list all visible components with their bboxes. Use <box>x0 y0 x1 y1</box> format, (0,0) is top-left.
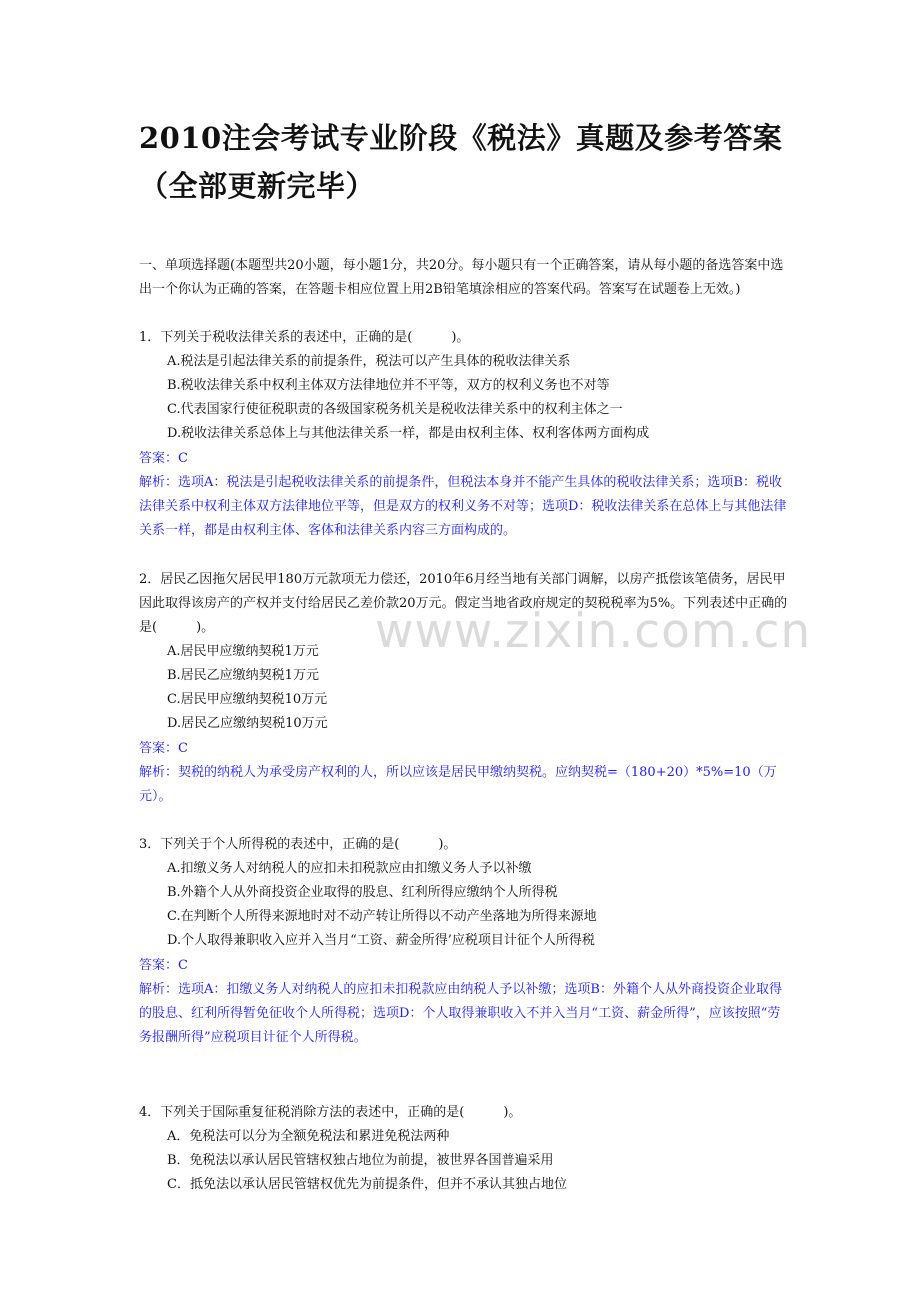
question-3-option-a: A.扣缴义务人对纳税人的应扣未扣税款应由扣缴义务人予以补缴 <box>167 861 532 876</box>
watermark-text: www.zixin.com.cn <box>375 604 812 659</box>
question-2-option-a: A.居民甲应缴纳契税1万元 <box>167 644 319 659</box>
question-2-analysis: 解析：契税的纳税人为承受房产权利的人，所以应该是居民甲缴纳契税。应纳契税=（180+20）*5%=10（万元）。 <box>139 765 777 804</box>
section-intro: 一、单项选择题(本题型共20小题，每小题1分，共20分。每小题只有一个正确答案，请从每小题的备选答案中选出一个你认为正确的答案，在答题卡相应位置上用2B铅笔填涂相应的答案代码。答案写在试题卷上无效。) <box>139 258 784 297</box>
question-3-stem: 3．下列关于个人所得税的表述中，正确的是( )。 <box>139 837 457 852</box>
question-1-option-d: D.税收法律关系总体上与其他法律关系一样，都是由权利主体、权利客体两方面构成 <box>167 426 650 441</box>
document-title: 2010注会考试专业阶段《税法》真题及参考答案（全部更新完毕） <box>139 121 783 203</box>
question-2-option-c: C.居民甲应缴纳契税10万元 <box>167 692 328 707</box>
question-1-option-c: C.代表国家行使征税职责的各级国家税务机关是税收法律关系中的权利主体之一 <box>167 402 623 417</box>
question-1-analysis: 解析：选项A：税法是引起税收法律关系的前提条件，但税法本身并不能产生具体的税收法律关系；选项B：税收法律关系中权利主体双方法律地位平等，但是双方的权利义务不对等；选项D：税收法律关系在总体上与其他法律关系一样，都是由权利主体、客体和法律关系内容三方面构成的。 <box>139 475 787 538</box>
question-3-analysis: 解析：选项A：扣缴义务人对纳税人的应扣未扣税款应由纳税人予以补缴；选项B：外籍个人从外商投资企业取得的股息、红利所得暂免征收个人所得税；选项D：个人取得兼职收入不并入当月“工资、薪金所得”，应该按照“劳务报酬所得”应税项目计征个人所得税。 <box>139 982 782 1045</box>
question-1-option-b: B.税收法律关系中权利主体双方法律地位并不平等，双方的权利义务也不对等 <box>167 378 610 393</box>
question-3-option-c: C.在判断个人所得来源地时对不动产转让所得以不动产坐落地为所得来源地 <box>167 909 597 924</box>
question-1-answer: 答案：C <box>139 451 188 466</box>
question-2-option-d: D.居民乙应缴纳契税10万元 <box>167 716 328 731</box>
question-3-option-b: B.外籍个人从外商投资企业取得的股息、红利所得应缴纳个人所得税 <box>167 885 558 900</box>
question-1-option-a: A.税法是引起法律关系的前提条件，税法可以产生具体的税收法律关系 <box>167 354 571 369</box>
question-4-option-c: C．抵免法以承认居民管辖权优先为前提条件，但并不承认其独占地位 <box>167 1177 567 1192</box>
question-3-answer: 答案：C <box>139 958 188 973</box>
question-4-stem: 4．下列关于国际重复征税消除方法的表述中，正确的是( )。 <box>139 1105 522 1120</box>
question-2-answer: 答案：C <box>139 741 188 756</box>
question-3-option-d: D.个人取得兼职收入应并入当月“工资、薪金所得’应税项目计征个人所得税 <box>167 933 595 948</box>
question-2-option-b: B.居民乙应缴纳契税1万元 <box>167 668 319 683</box>
question-4-option-a: A．免税法可以分为全额免税法和累进免税法两种 <box>167 1129 450 1144</box>
question-4-option-b: B．免税法以承认居民管辖权独占地位为前提，被世界各国普遍采用 <box>167 1153 554 1168</box>
question-2-stem: 2．居民乙因拖欠居民甲180万元款项无力偿还，2010年6月经当地有关部门调解，以房产抵偿该笔债务，居民甲因此取得该房产的产权并支付给居民乙差价款20万元。假定当地省政府规定的契税税率为5%。下列表述中正确的是( )。 <box>139 572 788 635</box>
question-1-stem: 1．下列关于税收法律关系的表述中，正确的是( )。 <box>139 330 470 345</box>
